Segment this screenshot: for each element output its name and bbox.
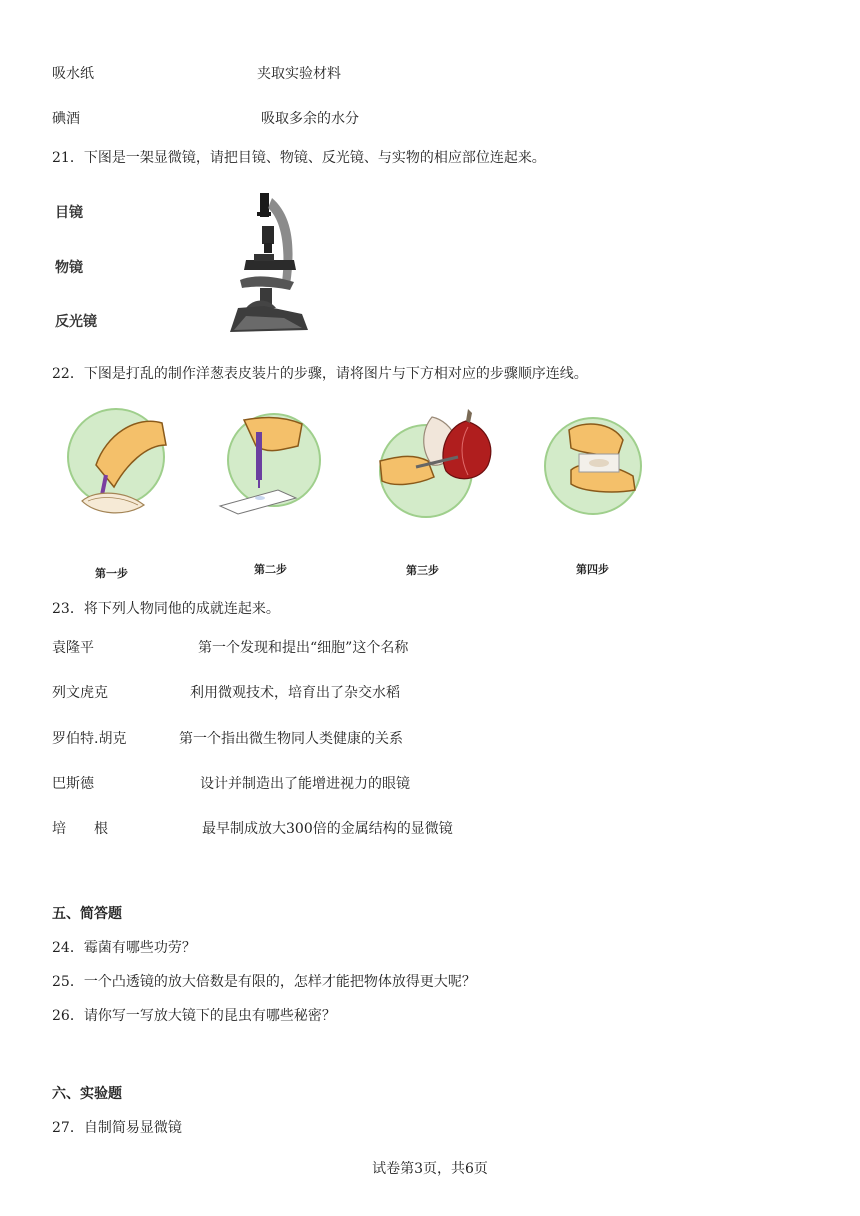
q21-text: 21．下图是一架显微镜，请把目镜、物镜、反光镜、与实物的相应部位连起来。: [52, 150, 546, 166]
step-image-peel: [66, 405, 176, 520]
step-image-drop: [216, 410, 326, 520]
achievement-4: 设计并制造出了能增进视力的眼镜: [200, 776, 410, 792]
section5-heading: 五、简答题: [52, 906, 122, 922]
person-1: 袁隆平: [52, 640, 94, 656]
label-eyepiece: 目镜: [55, 205, 83, 221]
q20-left-1: 吸水纸: [52, 66, 94, 82]
step-image-onion: [376, 405, 501, 520]
q22-text: 22．下图是打乱的制作洋葱表皮装片的步骤，请将图片与下方相对应的步骤顺序连线。: [52, 366, 588, 382]
label-objective: 物镜: [55, 260, 83, 276]
person-5: 培 根: [52, 821, 108, 837]
person-4: 巴斯德: [52, 776, 94, 792]
achievement-5: 最早制成放大300倍的金属结构的显微镜: [202, 821, 453, 837]
person-3: 罗伯特.胡克: [52, 731, 127, 747]
step-image-mount: [543, 410, 653, 520]
step-label-2: 第二步: [254, 563, 287, 576]
step-label-4: 第四步: [576, 563, 609, 576]
q27-text: 27．自制简易显微镜: [52, 1120, 182, 1136]
q24-text: 24．霉菌有哪些功劳？: [52, 940, 196, 956]
achievement-3: 第一个指出微生物同人类健康的关系: [179, 731, 403, 747]
q23-text: 23．将下列人物同他的成就连起来。: [52, 601, 280, 617]
q25-text: 25．一个凸透镜的放大倍数是有限的，怎样才能把物体放得更大呢？: [52, 974, 476, 990]
q20-left-2: 碘酒: [52, 111, 80, 127]
q20-right-2: 吸取多余的水分: [261, 111, 359, 127]
step-label-3: 第三步: [406, 564, 439, 577]
section6-heading: 六、实验题: [52, 1086, 122, 1102]
page-footer: 试卷第3页，共6页: [372, 1161, 488, 1177]
person-2: 列文虎克: [52, 685, 108, 701]
microscope-image: [224, 190, 314, 335]
achievement-1: 第一个发现和提出“细胞”这个名称: [198, 640, 409, 656]
step-label-1: 第一步: [95, 567, 128, 580]
q20-right-1: 夹取实验材料: [257, 66, 341, 82]
label-mirror: 反光镜: [55, 314, 97, 330]
q26-text: 26．请你写一写放大镜下的昆虫有哪些秘密？: [52, 1008, 336, 1024]
achievement-2: 利用微观技术，培育出了杂交水稻: [190, 685, 400, 701]
